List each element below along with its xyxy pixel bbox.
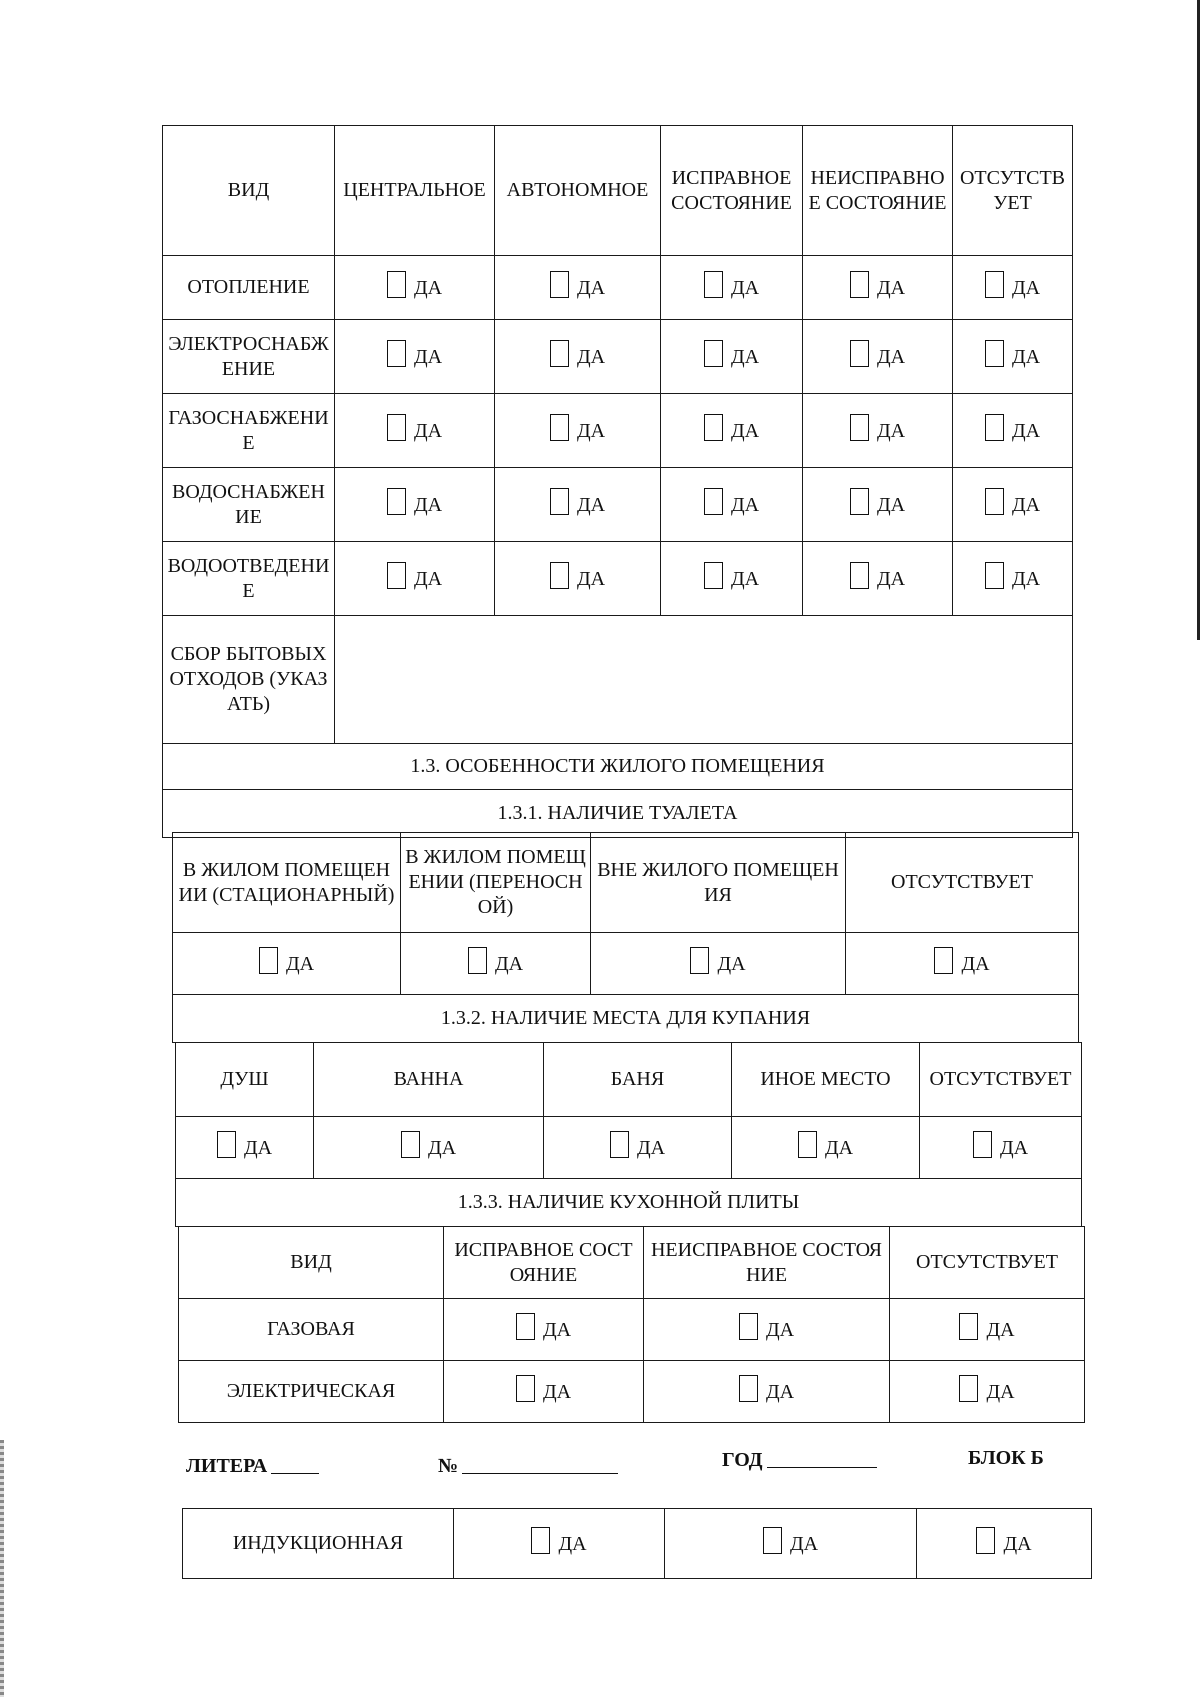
checkbox-box[interactable] [739,1375,758,1402]
checkbox-label: ДА [730,419,760,442]
footer-litera-label: ЛИТЕРА [186,1455,268,1477]
checkbox-label: ДА [413,419,443,442]
table-row [163,320,1073,394]
checkbox-label: ДА [1011,493,1041,516]
checkbox[interactable] [387,271,442,298]
checkbox[interactable] [704,271,759,298]
checkbox-box[interactable] [985,271,1004,298]
checkbox-box[interactable] [850,562,869,589]
toilet-option-stationary: В ЖИЛОМ ПОМЕЩЕНИИ (СТАЦИОНАРНЫЙ) [173,833,401,933]
checkbox-label: ДА [1003,1532,1032,1555]
section-1-3-row [163,744,1073,790]
checkbox-box[interactable] [387,414,406,441]
table-row [163,542,1073,616]
checkbox[interactable] [401,1131,456,1158]
checkbox[interactable] [468,947,523,974]
checkbox-label: ДА [876,276,906,299]
table-row [179,1299,1085,1361]
checkbox-box[interactable] [401,1131,420,1158]
checkbox-label: ДА [876,345,906,368]
row-label: ГАЗОВАЯ [179,1299,444,1361]
checkbox-box[interactable] [934,947,953,974]
scan-edge-left [0,1440,4,1697]
stove-title-row [176,1179,1082,1227]
stove-section-title: 1.3.3. НАЛИЧИЕ КУХОННОЙ ПЛИТЫ [176,1179,1082,1227]
checkbox[interactable] [387,414,442,441]
checkbox[interactable] [387,488,442,515]
checkbox-label: ДА [576,419,606,442]
checkbox[interactable] [985,562,1040,589]
checkbox-label: ДА [730,493,760,516]
checkbox-box[interactable] [850,340,869,367]
checkbox-label: ДА [730,567,760,590]
checkbox-box[interactable] [690,947,709,974]
checkbox[interactable] [985,271,1040,298]
checkbox-label: ДА [576,567,606,590]
checkbox-box[interactable] [704,562,723,589]
checkbox[interactable] [973,1131,1028,1158]
utilities-header-row [163,126,1073,256]
table-row [163,256,1073,320]
toilet-option-portable: В ЖИЛОМ ПОМЕЩЕНИИ (ПЕРЕНОСНОЙ) [401,833,591,933]
checkbox-box[interactable] [798,1131,817,1158]
checkbox-label: ДА [413,493,443,516]
checkbox-label: ДА [876,493,906,516]
checkbox[interactable] [531,1527,586,1554]
checkbox-box[interactable] [531,1527,550,1554]
number-input-line[interactable] [462,1455,618,1474]
bathing-title-row [173,995,1079,1043]
checkbox[interactable] [985,488,1040,515]
toilet-option-absent: ОТСУТСТВУЕТ [846,833,1079,933]
checkbox-label: ДА [576,276,606,299]
checkbox-box[interactable] [217,1131,236,1158]
checkbox-box[interactable] [550,562,569,589]
checkbox[interactable] [850,340,905,367]
checkbox-box[interactable] [387,488,406,515]
checkbox[interactable] [959,1313,1014,1340]
checkbox-label: ДА [413,276,443,299]
bathing-option-absent: ОТСУТСТВУЕТ [920,1043,1082,1117]
checkbox[interactable] [550,340,605,367]
checkbox-label: ДА [1011,567,1041,590]
checkbox[interactable] [690,947,745,974]
header-autonomous: АВТОНОМНОЕ [495,126,661,256]
checkbox[interactable] [850,488,905,515]
checkbox[interactable] [259,947,314,974]
continuation-table [182,1508,1092,1579]
checkbox[interactable] [550,271,605,298]
stove-table [178,1226,1085,1423]
checkbox-box[interactable] [850,271,869,298]
checkbox-label: ДА [542,1380,572,1403]
checkbox-label: ДА [876,419,906,442]
checkbox-label: ДА [558,1532,587,1555]
checkbox[interactable] [217,1131,272,1158]
bathing-option-other: ИНОЕ МЕСТО [732,1043,920,1117]
checkbox-label: ДА [413,345,443,368]
checkbox[interactable] [704,488,759,515]
checkbox[interactable] [850,562,905,589]
checkbox[interactable] [387,340,442,367]
checkbox-box[interactable] [704,414,723,441]
table-row [176,1117,1082,1179]
checkbox-box[interactable] [550,414,569,441]
stove-header-working: ИСПРАВНОЕ СОСТОЯНИЕ [444,1227,644,1299]
checkbox-label: ДА [542,1318,572,1341]
checkbox-box[interactable] [610,1131,629,1158]
checkbox-label: ДА [986,1318,1015,1341]
table-row [183,1509,1092,1579]
checkbox-label: ДА [986,1380,1015,1403]
checkbox[interactable] [739,1375,794,1402]
footer-number-label: № [438,1455,459,1477]
checkbox-box[interactable] [985,488,1004,515]
header-vid: ВИД [163,126,335,256]
checkbox-label: ДА [717,952,746,975]
table-row [173,933,1079,995]
checkbox[interactable] [516,1375,571,1402]
checkbox[interactable] [704,562,759,589]
checkbox[interactable] [387,562,442,589]
toilet-title-row [163,790,1073,838]
stove-header-broken: НЕИСПРАВНОЕ СОСТОЯНИЕ [644,1227,890,1299]
checkbox[interactable] [985,340,1040,367]
checkbox-label: ДА [576,493,606,516]
checkbox-box[interactable] [763,1527,782,1554]
bathing-header-row [176,1043,1082,1117]
checkbox[interactable] [704,340,759,367]
checkbox-label: ДА [285,952,315,975]
checkbox-box[interactable] [976,1527,995,1554]
year-input-line[interactable] [767,1449,877,1468]
table-row [179,1361,1085,1423]
checkbox[interactable] [610,1131,665,1158]
bathing-section-title: 1.3.2. НАЛИЧИЕ МЕСТА ДЛЯ КУПАНИЯ [173,995,1079,1043]
bathing-option-banya: БАНЯ [544,1043,732,1117]
header-broken: НЕИСПРАВНОЕ СОСТОЯНИЕ [803,126,953,256]
checkbox-box[interactable] [985,562,1004,589]
checkbox[interactable] [704,414,759,441]
row-label: ИНДУКЦИОННАЯ [183,1509,454,1579]
waste-label: СБОР БЫТОВЫХ ОТХОДОВ (УКАЗАТЬ) [163,616,335,744]
checkbox-box[interactable] [959,1313,978,1340]
checkbox[interactable] [550,414,605,441]
checkbox[interactable] [850,414,905,441]
checkbox[interactable] [798,1131,853,1158]
bathing-option-bath: ВАННА [314,1043,544,1117]
page-footer [186,1447,1066,1485]
checkbox-box[interactable] [550,271,569,298]
stove-header-absent: ОТСУТСТВУЕТ [890,1227,1085,1299]
checkbox[interactable] [550,488,605,515]
checkbox-label: ДА [789,1532,819,1555]
checkbox-label: ДА [961,952,990,975]
checkbox[interactable] [763,1527,818,1554]
toilet-option-outside: ВНЕ ЖИЛОГО ПОМЕЩЕНИЯ [591,833,846,933]
row-label: ВОДОСНАБЖЕНИЕ [163,468,335,542]
checkbox-box[interactable] [739,1313,758,1340]
checkbox-label: ДА [494,952,524,975]
checkbox-box[interactable] [468,947,487,974]
table-row [163,394,1073,468]
stove-header-vid: ВИД [179,1227,444,1299]
footer-block: БЛОК Б [968,1447,1044,1469]
checkbox[interactable] [934,947,989,974]
row-label: ВОДООТВЕДЕНИЕ [163,542,335,616]
checkbox-box[interactable] [973,1131,992,1158]
checkbox-label: ДА [876,567,906,590]
section-1-3-title: 1.3. ОСОБЕННОСТИ ЖИЛОГО ПОМЕЩЕНИЯ [163,744,1073,790]
row-label: ГАЗОСНАБЖЕНИЕ [163,394,335,468]
checkbox-label: ДА [1011,345,1041,368]
checkbox-label: ДА [765,1318,795,1341]
waste-row [163,616,1073,744]
checkbox-box[interactable] [704,340,723,367]
footer-litera [186,1455,267,1478]
checkbox[interactable] [985,414,1040,441]
checkbox-box[interactable] [259,947,278,974]
footer-year-label: ГОД [722,1449,763,1471]
toilet-section-title: 1.3.1. НАЛИЧИЕ ТУАЛЕТА [163,790,1073,838]
checkbox-box[interactable] [387,271,406,298]
bathing-option-shower: ДУШ [176,1043,314,1117]
checkbox-box[interactable] [387,562,406,589]
checkbox-box[interactable] [550,488,569,515]
checkbox-label: ДА [1011,419,1041,442]
toilet-header-row [173,833,1079,933]
checkbox-label: ДА [576,345,606,368]
toilet-table [172,832,1079,1043]
checkbox-label: ДА [1011,276,1041,299]
checkbox-box[interactable] [985,414,1004,441]
checkbox-label: ДА [413,567,443,590]
checkbox-box[interactable] [516,1313,535,1340]
bathing-table [175,1042,1082,1227]
checkbox-box[interactable] [550,340,569,367]
checkbox-box[interactable] [704,488,723,515]
checkbox-box[interactable] [704,271,723,298]
litera-input-line[interactable] [271,1455,319,1474]
checkbox-label: ДА [730,276,760,299]
checkbox-label: ДА [636,1136,666,1159]
checkbox[interactable] [550,562,605,589]
header-absent: ОТСУТСТВУЕТ [953,126,1073,256]
checkbox-label: ДА [824,1136,854,1159]
checkbox-box[interactable] [387,340,406,367]
row-label: ЭЛЕКТРОСНАБЖЕНИЕ [163,320,335,394]
checkbox-label: ДА [730,345,760,368]
checkbox-label: ДА [243,1136,273,1159]
header-central: ЦЕНТРАЛЬНОЕ [335,126,495,256]
checkbox-box[interactable] [516,1375,535,1402]
checkbox[interactable] [850,271,905,298]
row-label: ЭЛЕКТРИЧЕСКАЯ [179,1361,444,1423]
header-working: ИСПРАВНОЕ СОСТОЯНИЕ [661,126,803,256]
stove-header-row [179,1227,1085,1299]
checkbox[interactable] [516,1313,571,1340]
checkbox-label: ДА [427,1136,457,1159]
checkbox-label: ДА [765,1380,795,1403]
utilities-table [162,125,1073,838]
checkbox-box[interactable] [850,488,869,515]
checkbox-box[interactable] [850,414,869,441]
footer-year [722,1449,763,1472]
checkbox[interactable] [959,1375,1014,1402]
checkbox-label: ДА [999,1136,1029,1159]
footer-number [438,1455,458,1478]
row-label: ОТОПЛЕНИЕ [163,256,335,320]
checkbox-box[interactable] [959,1375,978,1402]
checkbox[interactable] [739,1313,794,1340]
waste-input-field[interactable] [335,616,1073,744]
checkbox-box[interactable] [985,340,1004,367]
checkbox[interactable] [976,1527,1031,1554]
table-row [163,468,1073,542]
